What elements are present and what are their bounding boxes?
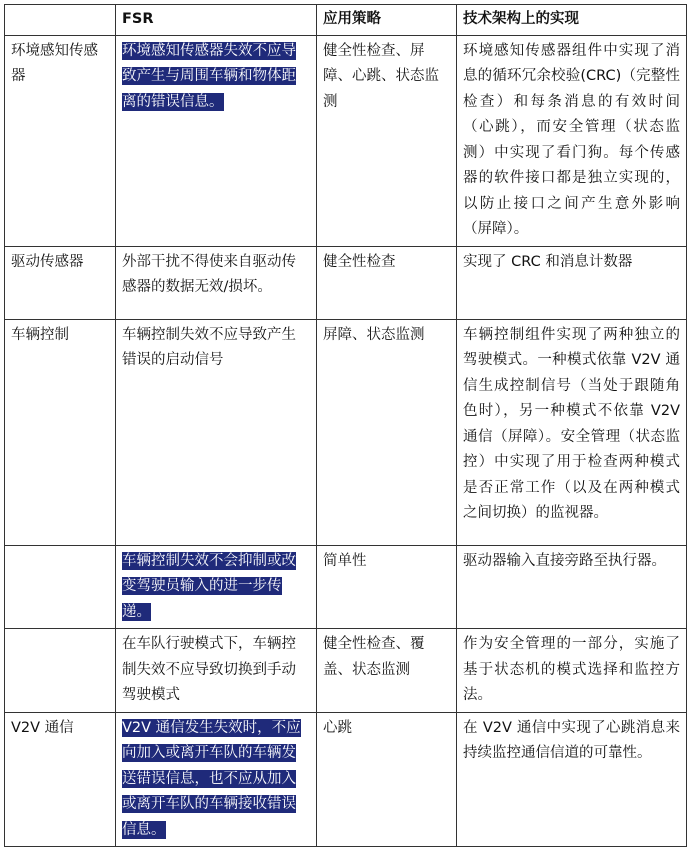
strategy-cell: 心跳 [317, 712, 457, 847]
fsr-cell: 在车队行驶模式下，车辆控制失效不应导致切换到手动驾驶模式 [116, 629, 317, 713]
table-header-row [5, 5, 687, 36]
component-cell: V2V 通信 [5, 712, 116, 847]
table-row [5, 545, 687, 629]
highlighted-text: 车辆控制失效不会抑制或改变驾驶员输入的进一步传递。 [122, 552, 296, 620]
header-component [5, 5, 116, 36]
component-cell: 驱动传感器 [5, 246, 116, 319]
implementation-cell: 实现了 CRC 和消息计数器 [457, 246, 687, 319]
implementation-cell: 在 V2V 通信中实现了心跳消息来持续监控通信信道的可靠性。 [457, 712, 687, 847]
fsr-cell [116, 545, 317, 629]
fsr-cell: 车辆控制失效不应导致产生错误的启动信号 [116, 319, 317, 545]
strategy-cell: 简单性 [317, 545, 457, 629]
table-row [5, 629, 687, 713]
strategy-cell: 健全性检查、覆盖、状态监测 [317, 629, 457, 713]
strategy-cell: 健全性检查、屏障、心跳、状态监测 [317, 35, 457, 246]
implementation-cell: 车辆控制组件实现了两种独立的驾驶模式。一种模式依靠 V2V 通信生成控制信号（当处于跟随角色时），另一种模式不依靠 V2V 通信（屏障）。安全管理（状态监控）中实现了用于检查两种模式是否正常工作（以及在两种模式之间切换）的监视器。 [457, 319, 687, 545]
header-fsr: FSR [116, 5, 317, 36]
component-cell [5, 545, 116, 629]
fsr-cell [116, 35, 317, 246]
header-implementation: 技术架构上的实现 [457, 5, 687, 36]
table-row [5, 246, 687, 319]
highlighted-text: 环境感知传感器失效不应导致产生与周围车辆和物体距离的错误信息。 [122, 42, 296, 110]
table-row [5, 35, 687, 246]
strategy-cell: 屏障、状态监测 [317, 319, 457, 545]
fsr-cell [116, 712, 317, 847]
component-cell: 车辆控制 [5, 319, 116, 545]
implementation-cell: 驱动器输入直接旁路至执行器。 [457, 545, 687, 629]
implementation-cell: 环境感知传感器组件中实现了消息的循环冗余校验(CRC)（完整性检查）和每条消息的有效时间（心跳），而安全管理（状态监测）中实现了看门狗。每个传感器的软件接口都是独立实现的，以防止接口之间产生意外影响（屏障）。 [457, 35, 687, 246]
safety-requirements-table [4, 4, 687, 847]
component-cell [5, 629, 116, 713]
document-page [4, 4, 687, 847]
table-row [5, 319, 687, 545]
header-strategy: 应用策略 [317, 5, 457, 36]
implementation-cell: 作为安全管理的一部分，实施了基于状态机的模式选择和监控方法。 [457, 629, 687, 713]
strategy-cell: 健全性检查 [317, 246, 457, 319]
fsr-cell: 外部干扰不得使来自驱动传感器的数据无效/损坏。 [116, 246, 317, 319]
table-row [5, 712, 687, 847]
highlighted-text: V2V 通信发生失效时，不应向加入或离开车队的车辆发送错误信息，也不应从加入或离开车队的车辆接收错误信息。 [122, 719, 301, 838]
component-cell: 环境感知传感器 [5, 35, 116, 246]
